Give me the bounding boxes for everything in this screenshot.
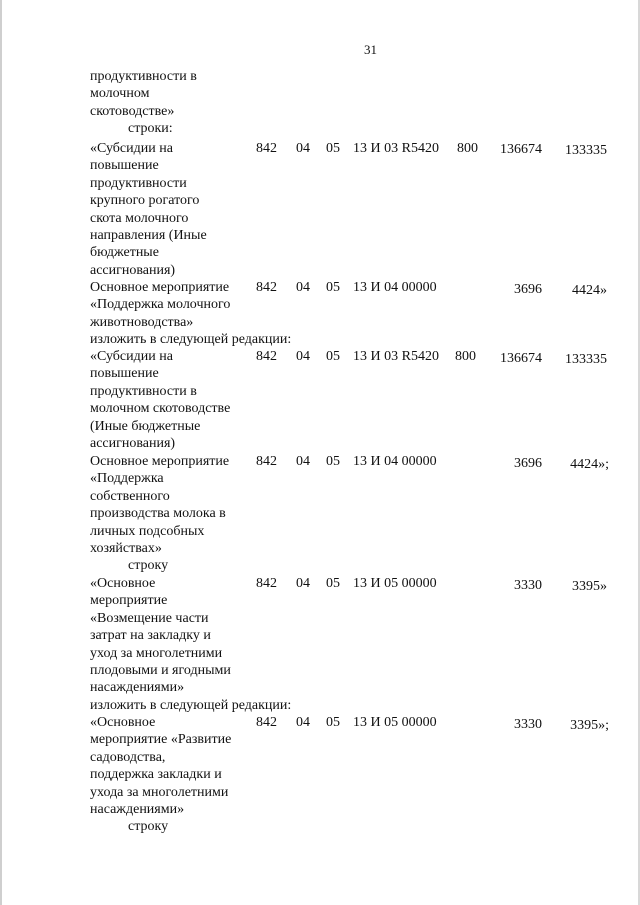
section-label: строки: (128, 121, 173, 137)
desc-line: «Основное (90, 576, 156, 591)
desc-line: бюджетные (90, 245, 159, 261)
desc-line: повышение (90, 366, 159, 382)
desc-line: затрат на закладку и (90, 628, 211, 644)
desc-line: «Основное (90, 715, 156, 730)
target-article-code: 13 И 03 R5420 (353, 141, 439, 156)
edit-instruction: изложить в следующей редакции: (90, 698, 292, 713)
target-article-code: 13 И 04 00000 (353, 280, 437, 295)
desc-line: уход за многолетними (90, 645, 223, 661)
ministry-code: 842 (256, 715, 277, 730)
expense-type-code: 800 (455, 349, 476, 364)
amount-year-2: 133335 (565, 143, 607, 158)
amount-year-2: 4424» (572, 283, 607, 298)
desc-line: насаждениями» (90, 802, 185, 818)
ministry-code: 842 (256, 141, 277, 156)
section-code: 04 (296, 141, 310, 156)
subsection-code: 05 (326, 280, 340, 295)
section-code: 04 (296, 454, 310, 469)
desc-line: личных подсобных (90, 523, 205, 539)
section-code: 04 (296, 280, 310, 295)
desc-line: «Поддержка молочного (90, 297, 231, 313)
desc-line: (Иные бюджетные (90, 418, 201, 434)
section-code: 04 (296, 576, 310, 591)
desc-line: скота молочного (90, 210, 189, 226)
desc-line: поддержка закладки и (90, 767, 222, 783)
desc-line: Основное мероприятие (90, 280, 230, 295)
desc-line: ухода за многолетними (90, 784, 229, 800)
target-article-code: 13 И 05 00000 (353, 715, 437, 730)
desc-line: садоводства, (90, 749, 166, 765)
amount-year-1: 3696 (514, 282, 542, 297)
amount-year-2: 3395»; (570, 718, 609, 733)
section-label: строку (128, 819, 169, 835)
desc-line: животноводства» (90, 314, 194, 330)
subsection-code: 05 (326, 141, 340, 156)
amount-year-2: 133335 (565, 352, 607, 367)
scan-edge-left (0, 0, 2, 905)
ministry-code: 842 (256, 454, 277, 469)
desc-line: крупного рогатого (90, 193, 200, 209)
target-article-code: 13 И 04 00000 (353, 454, 437, 469)
section-label: строку (128, 558, 169, 574)
desc-line: «Субсидии на (90, 141, 173, 156)
amount-year-1: 3696 (514, 456, 542, 471)
desc-line: производства молока в (90, 506, 226, 522)
desc-line: «Поддержка (90, 471, 164, 487)
target-article-code: 13 И 05 00000 (353, 576, 437, 591)
subsection-code: 05 (326, 576, 340, 591)
desc-line: мероприятие (90, 593, 168, 609)
amount-year-1: 136674 (500, 351, 542, 366)
desc-line: молочном скотоводстве (90, 401, 231, 417)
subsection-code: 05 (326, 454, 340, 469)
desc-line: молочном (90, 86, 150, 102)
amount-year-1: 3330 (514, 717, 542, 732)
target-article-code: 13 И 03 R5420 (353, 349, 439, 364)
desc-line: ассигнования) (90, 436, 176, 452)
ministry-code: 842 (256, 576, 277, 591)
section-code: 04 (296, 715, 310, 730)
subsection-code: 05 (326, 349, 340, 364)
desc-line: хозяйствах» (90, 541, 162, 557)
desc-line: повышение (90, 158, 159, 174)
desc-line: направления (Иные (90, 228, 207, 244)
ministry-code: 842 (256, 280, 277, 295)
desc-line: «Возмещение части (90, 610, 209, 626)
desc-line: ассигнования) (90, 262, 176, 278)
amount-year-2: 3395» (572, 579, 607, 594)
desc-line: насаждениями» (90, 680, 185, 696)
section-code: 04 (296, 349, 310, 364)
desc-line: плодовыми и ягодными (90, 663, 231, 679)
desc-line: скотоводстве» (90, 103, 175, 119)
expense-type-code: 800 (457, 141, 478, 156)
amount-year-1: 136674 (500, 142, 542, 157)
desc-line: продуктивности в (90, 383, 197, 399)
desc-line: «Субсидии на (90, 349, 173, 364)
desc-line: Основное мероприятие (90, 454, 230, 469)
ministry-code: 842 (256, 349, 277, 364)
page-number: 31 (364, 42, 377, 57)
subsection-code: 05 (326, 715, 340, 730)
amount-year-2: 4424»; (570, 457, 609, 472)
desc-line: продуктивности (90, 175, 187, 191)
amount-year-1: 3330 (514, 578, 542, 593)
edit-instruction: изложить в следующей редакции: (90, 332, 292, 347)
desc-line: мероприятие «Развитие (90, 732, 232, 748)
desc-line: продуктивности в (90, 69, 197, 84)
desc-line: собственного (90, 488, 170, 504)
